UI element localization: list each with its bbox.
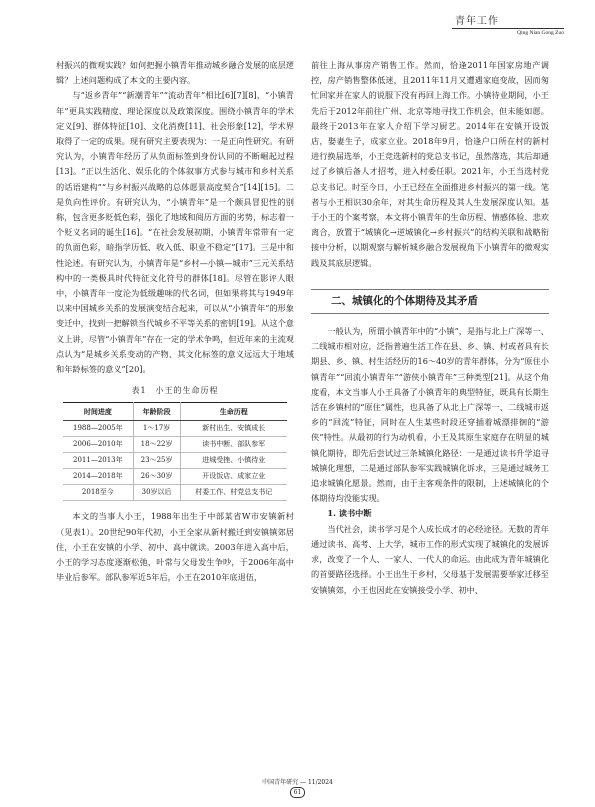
page-number: 61 <box>290 787 306 798</box>
table-cell: 1～17岁 <box>133 421 180 437</box>
header-cell: 时间进度 <box>63 403 133 421</box>
table-cell: 18～22岁 <box>133 437 180 453</box>
table-cell: 进城受挫、小镇待业 <box>180 453 287 469</box>
right-column <box>311 58 549 598</box>
paragraph: 村振兴的微观实践？如何把握小镇青年推动城乡融合发展的底层逻辑？上述问题构成了本文的主要内容。 <box>56 60 294 86</box>
journal-section-pinyin: Qing Nian Gong Zuo <box>517 30 564 36</box>
paragraph: 本文的当事人小王，1988年出生于中部某省W市安镇新村（见表1）。20世纪90年代初，小王全家从新村搬迁到安镇镇郊居住，小王在安镇的小学、初中、高中就读。2003年进入高中后，小王的学习态度逐渐松弛，叶常与父母发生争吵，于2006年高中毕业后参军。部队参军近5年后，小王在2010年底退伍， <box>56 511 294 583</box>
paragraph: 前往上海从事房产销售工作。然而，恰逢2011年国家房地产调控，房产销售整体低迷，且2011年11月又遭遇家庭变故，因而匆忙回家并在家人的说服下没有再回上海工作。小镇待业期间，小王先后于2012年前往广州、北京等地寻找工作机会，但未能如愿。最终于2013年在家人介绍下学习厨艺。2014年在安镇开设饭店，娶妻生子，成家立业。2018年9月，恰逢户口所在村的新村进行换届选举，小王竞选新村的党总支书记，虽然落选，其后却通过了乡镇后备人才招考，进入村委任职。2021年，小王当选村党总支书记。时至今日，小王已经在全面推进乡村振兴的第一线。笔者与小王相识30余年，对其生命历程及其人生发展深度认知。基于小王的个案考察，本文将小镇青年的生命历程、情感体验、悲欢离合，放置于“城镇化→逆城镇化→乡村振兴”的结构关联和战略衔接中分析，以期观察与解析城乡融合发展视角下小镇青年的微观实践及其底层逻辑。 <box>311 60 549 268</box>
table-cell: 2006—2010年 <box>63 437 133 453</box>
table-row <box>63 437 287 453</box>
section-heading <box>311 289 549 314</box>
table-cell: 2018至今 <box>63 485 133 501</box>
section-title: 二、城镇化的个体期待及其矛盾 <box>331 294 478 307</box>
paragraph: 一般认为，所谓小镇青年中的“小镇”，是指与北上广深等一、二线城市相对应，泛指普遍生活工作在县、乡、镇、村或者具有长期县、乡、镇、村生活经历的16～40岁的青年群体，分为“原住小镇青年”“回流小镇青年”“游侠小镇青年”三种类型[21]。从这个角度看，本文当事人小王具备了小镇青年的典型特征，既具有长期生活在乡镇村的“原住”属性，也具备了从北上广深等一、二线城市返乡的“回流”特征，同时在人生某些时段还穿插着城漂排徊的“游侠”特性。从最初的行为动机看，小王及其原生家庭存在明显的城镇化期待，即先后尝试过三条城镇化路径：一是通过读书升学追寻城镇化理想，二是通过部队参军实践城镇化诉求，三是通过城务工追求城镇化愿景。然而，由于主客观条件的限制，上述城镇化的个体期待均没能实现。 <box>311 326 549 504</box>
table-cell: 开设饭店、成家立业 <box>180 469 287 485</box>
table-cell: 新村出生、安镇成长 <box>180 421 287 437</box>
table-row <box>63 421 287 437</box>
table-cell: 村委工作、村党总支书记 <box>180 485 287 501</box>
paragraph: 当代社会，读书学习是个人成长成才的必经途径。无数的青年通过读书、高考、上大学，城市工作的形式实现了城镇化的发展诉求，改变了一个人、一家人、一代人的命运。由此成为青年城镇化的首要路径选择。小王出生于乡村，父母基于发展需要举家迁移至安镇镇郊，小王也因此在安镇接受小学、初中、 <box>311 523 549 595</box>
table-row <box>63 485 287 501</box>
table-cell: 23～25岁 <box>133 453 180 469</box>
table-cell: 2011—2013年 <box>63 453 133 469</box>
journal-section-title: 青年工作 <box>452 12 564 29</box>
table-cell: 26～30岁 <box>133 469 180 485</box>
table-header-row <box>63 403 287 421</box>
table-row <box>63 453 287 469</box>
footer-issue: 11/2024 <box>307 779 333 786</box>
table-cell: 1988—2005年 <box>63 421 133 437</box>
table-row <box>63 469 287 485</box>
header-cell: 生命历程 <box>180 403 287 421</box>
table-cell: 2014—2018年 <box>63 469 133 485</box>
running-header <box>452 12 564 36</box>
paragraph: 与“返乡青年”“新潮青年”“流动青年”相比[6][7][8]，“小镇青年”更具实践精度、理论深度以及政策深度。围绕小镇青年的学术定义[9]、群体特征[10]、文化消费[11]、社会形象[12]，学术界取得了一定的成果。现有研究主要表现为：一是正向性研究。有研究认为，小镇青年经历了从负面标签到身份认同的不断崛起过程[13]。“正以生活化、娱乐化的个体叙事方式参与城市和乡村关系的话语建构”“与乡村振兴战略的总体愿景高度契合”[14][15]。二是负向性评价。有研究认为，“小镇青年”是一个颇具冒犯性的别称，包含更多贬低色彩，强化了地域和阅历方面的劣势，标志着一个贬义名词的诞生[16]。“在社会发展初期，小镇青年常带有一定的负面色彩，暗指学历低、收入低、职业不稳定”[17]。三是中和性论述。有研究认为，小镇青年是“乡村—小镇—城市”三元关系结构中的一类极具时代特征文化符号的群体[18]。尽管在影评人眼中，小镇青年一度沦为低级趣味的代名词，但如果将其与1949年以来中国城乡关系的发展演变结合起来，可以从“小镇青年”的形象变迁中，找到一把解锁当代城乡不平等关系的密钥[19]。从这个意义上讲，尽管“小镇青年”存在一定的学术争鸣，但近年来的主流观点认为“是城乡关系变动的产物、其文化标签的意义远远大于地域和年龄标签的意义”[20]。 <box>56 90 294 375</box>
table-cell: 读书中断、部队参军 <box>180 437 287 453</box>
header-cell: 年龄阶段 <box>133 403 180 421</box>
footer-journal-line: 中国青年研究 — 11/2024 <box>262 779 333 786</box>
table-caption: 表1 小王的生命历程 <box>131 386 219 396</box>
life-course-table <box>63 402 287 501</box>
table-cell: 30岁以后 <box>133 485 180 501</box>
subsection-heading: 1. 读书中断 <box>327 508 372 519</box>
left-column <box>56 58 294 585</box>
page-footer <box>0 778 595 798</box>
footer-journal: 中国青年研究 <box>262 779 299 786</box>
